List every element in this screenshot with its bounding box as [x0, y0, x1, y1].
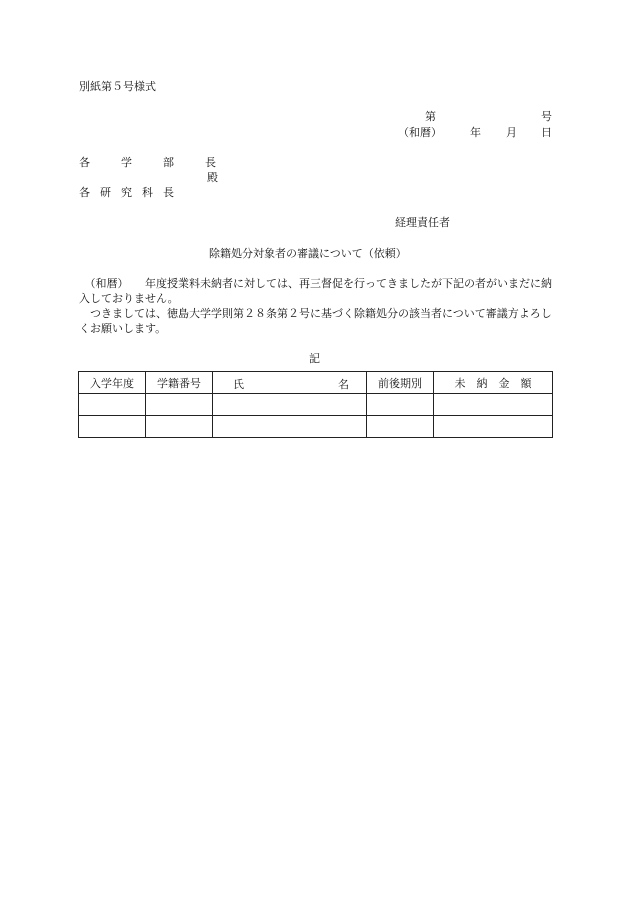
date-year: 年 [470, 126, 481, 139]
header-term: 前後期別 [367, 372, 434, 394]
cell-student-id[interactable] [146, 416, 213, 438]
header-name-given: 名 [338, 378, 349, 391]
date-day: 日 [541, 126, 552, 139]
addressee-graduate-deans: 各研究科長 [79, 186, 184, 199]
header-unpaid-amount: 未 納 金 額 [434, 372, 553, 394]
header-name-family: 氏 [233, 378, 244, 391]
table-header-row [79, 372, 553, 394]
cell-unpaid-amount[interactable] [434, 416, 553, 438]
cell-student-id[interactable] [146, 394, 213, 416]
table-row [79, 416, 553, 438]
cell-unpaid-amount[interactable] [434, 394, 553, 416]
delinquent-students-table [78, 371, 553, 438]
form-label: 別紙第５号様式 [79, 80, 156, 93]
body-paragraph-1: （和暦） 年度授業料未納者に対しては、再三督促を行ってきましたが下記の者がいまだに納入しておりません。 [79, 277, 552, 305]
addressee-honorific: 殿 [207, 171, 218, 184]
date-era: （和暦） [398, 126, 442, 139]
date-month: 月 [506, 126, 517, 139]
header-name [213, 372, 367, 394]
sender: 経理責任者 [395, 216, 450, 229]
doc-number-prefix: 第 [425, 110, 436, 123]
doc-number-suffix: 号 [541, 110, 552, 123]
body-paragraph-2: つきましては、徳島大学学則第２８条第２号に基づく除籍処分の該当者について審議方よろしくお願いします。 [79, 307, 552, 335]
cell-term[interactable] [367, 394, 434, 416]
cell-term[interactable] [367, 416, 434, 438]
cell-enrollment-year[interactable] [79, 416, 146, 438]
cell-name[interactable] [213, 416, 367, 438]
cell-enrollment-year[interactable] [79, 394, 146, 416]
addressee-faculty-deans: 各 学 部 長 [79, 156, 226, 169]
table-row [79, 394, 553, 416]
subject-title: 除籍処分対象者の審議について（依頼） [209, 247, 407, 260]
header-enrollment-year: 入学年度 [79, 372, 146, 394]
header-student-id: 学籍番号 [146, 372, 213, 394]
cell-name[interactable] [213, 394, 367, 416]
ki-heading: 記 [309, 352, 320, 365]
